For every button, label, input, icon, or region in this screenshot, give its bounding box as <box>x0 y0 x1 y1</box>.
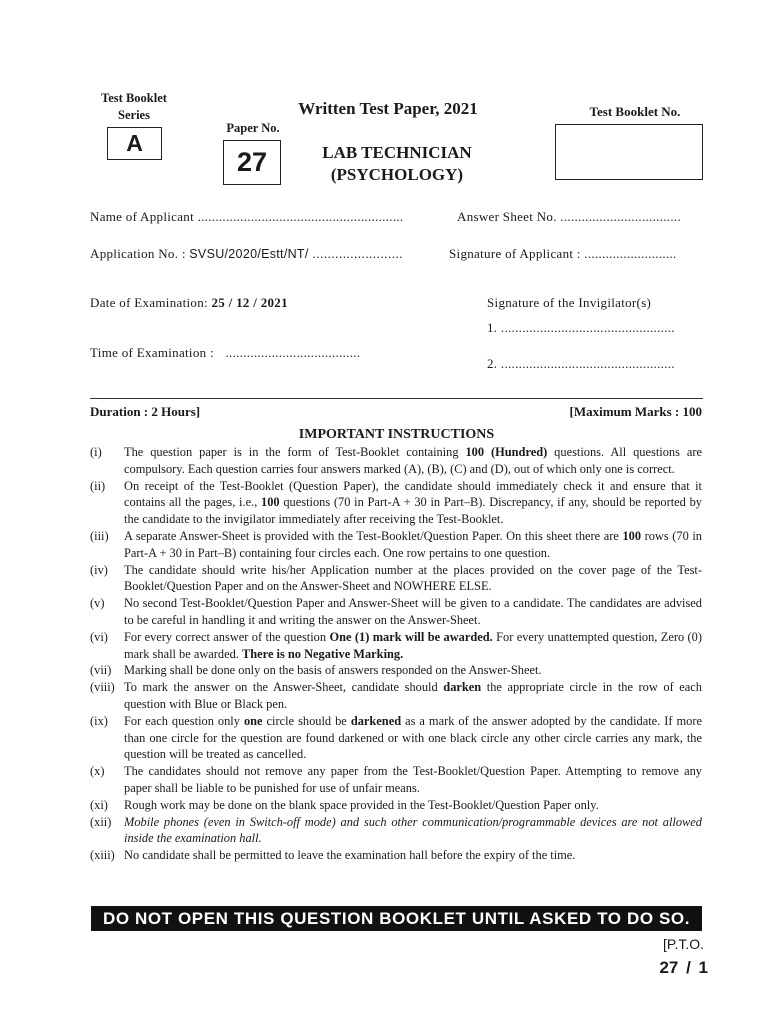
instruction-item <box>90 797 702 814</box>
section-divider <box>90 398 703 399</box>
application-no-value: SVSU/2020/Estt/NT/ ........................ <box>189 247 403 261</box>
booklet-no-box[interactable] <box>555 124 703 180</box>
instruction-emphasis: darkened <box>350 713 402 728</box>
duration: Duration : 2 Hours] <box>90 404 201 419</box>
instruction-segment: as a mark of the answer adopted by the candidate. If more than one circle for the question are found darkened or with one black circle any other circle carries any mark, the question will be treated as cancelled. <box>124 713 702 762</box>
instruction-segment: For every correct answer of the question <box>124 629 330 644</box>
signature-applicant-field: Signature of Applicant : .......................... <box>449 246 677 261</box>
instruction-item <box>90 662 702 679</box>
exam-time-label: Time of Examination : <box>90 345 214 360</box>
instruction-item <box>90 595 702 629</box>
instruction-emphasis: darken <box>443 680 482 695</box>
paper-title: Written Test Paper, 2021 <box>298 99 478 118</box>
invigilator-label: Signature of the Invigilator(s) <box>487 295 652 310</box>
instruction-emphasis: 100 <box>261 495 280 510</box>
instruction-segment: Mobile phones (even in Switch-off mode) and such other communication/programmable devices are not allowed inside the examination hall. <box>124 814 702 846</box>
instruction-number: (ii) <box>90 478 106 493</box>
applicant-name-field: Name of Applicant .......................................................... <box>90 209 404 224</box>
paper-no-label: Paper No. <box>226 121 280 135</box>
exam-time-field <box>90 345 360 361</box>
instruction-number: (i) <box>90 445 102 459</box>
instruction-number: (xiii) <box>90 848 115 863</box>
instruction-emphasis: 100 <box>622 528 642 543</box>
subject-title <box>292 142 502 186</box>
instruction-number: (v) <box>90 596 105 611</box>
instruction-item <box>90 763 702 797</box>
subject-line1: LAB TECHNICIAN <box>322 143 472 162</box>
instruction-item <box>90 528 702 562</box>
exam-date-label: Date of Examination: <box>90 295 208 310</box>
instruction-text <box>124 797 702 814</box>
instruction-number: (x) <box>90 764 105 779</box>
series-box <box>107 127 162 160</box>
instruction-number: (vii) <box>90 663 112 678</box>
instruction-segment: Marking shall be done only on the basis of answers responded on the Answer-Sheet. <box>124 663 542 678</box>
instruction-emphasis: One (1) mark will be awarded. <box>329 629 493 644</box>
instruction-number: (iv) <box>90 562 108 577</box>
answer-sheet-field: Answer Sheet No. .................................. <box>457 209 682 224</box>
instruction-text <box>124 478 702 528</box>
instruction-segment: A separate Answer-Sheet is provided with the Test-Booklet/Question Paper. On this sheet there are <box>124 528 623 543</box>
instruction-number: (iii) <box>90 528 109 543</box>
page-number: 27 / 1 <box>659 958 708 977</box>
invigilator-line-1: 1. ................................................. <box>487 320 675 335</box>
instruction-emphasis: 100 (Hundred) <box>465 445 548 459</box>
pto-label: [P.T.O. <box>663 936 704 952</box>
application-no-label: Application No. : <box>90 246 186 261</box>
series-label <box>88 90 180 124</box>
instruction-emphasis: There is no Negative Marking. <box>242 646 404 661</box>
instruction-text <box>124 444 702 478</box>
instructions-heading: IMPORTANT INSTRUCTIONS <box>298 427 495 442</box>
instruction-number: (xi) <box>90 797 108 812</box>
instruction-text <box>124 847 702 864</box>
instruction-text <box>124 763 702 797</box>
series-label-line2: Series <box>118 108 150 122</box>
instruction-item <box>90 713 702 763</box>
subject-line2: (PSYCHOLOGY) <box>330 165 464 184</box>
instruction-segment: The candidate should write his/her Application number at the places provided on the cover page of the Test-Booklet/Question Paper and on the Answer-Sheet and NOWHERE ELSE. <box>124 562 702 594</box>
instruction-item <box>90 444 702 478</box>
instruction-item <box>90 562 702 596</box>
instruction-segment: questions (70 in Part-A + 30 in Part–B). Discrepancy, if any, should be reported by the candidate to the invigilator immediately after receiving the Test-Booklet. <box>124 495 702 527</box>
instruction-text <box>124 662 702 679</box>
instruction-emphasis: one <box>243 713 263 728</box>
exam-time-dots: ...................................... <box>225 345 361 360</box>
warning-banner: DO NOT OPEN THIS QUESTION BOOKLET UNTIL ASKED TO DO SO. <box>91 906 702 931</box>
instruction-item <box>90 847 702 864</box>
booklet-no-label: Test Booklet No. <box>589 104 681 119</box>
instruction-number: (vi) <box>90 629 108 644</box>
instruction-segment: No second Test-Booklet/Question Paper and Answer-Sheet will be given to a candidate. The candidates are advised to be careful in handling it and writing the answer on the Answer-Sheet. <box>124 596 702 627</box>
instruction-segment: To mark the answer on the Answer-Sheet, candidate should <box>124 680 444 695</box>
instruction-item <box>90 629 702 663</box>
instruction-segment: The question paper is in the form of Test-Booklet containing <box>124 445 466 459</box>
instruction-text <box>124 595 702 629</box>
instruction-segment: circle should be <box>262 713 351 728</box>
exam-date-field <box>90 295 288 311</box>
instruction-segment: questions. All questions are compulsory. Each question carries four answers marked (A), (B), (C) and (D), out of which only one is correct. <box>124 445 702 476</box>
instruction-text <box>124 562 702 596</box>
instruction-text <box>124 713 702 763</box>
exam-date-value: 25 / 12 / 2021 <box>211 295 288 310</box>
instruction-text <box>124 629 702 663</box>
paper-no-value: 27 <box>236 147 268 177</box>
instruction-segment: Rough work may be done on the blank space provided in the Test-Booklet/Question Paper only. <box>124 797 599 812</box>
instruction-segment: For every unattempted question, Zero (0) mark shall be awarded. <box>124 629 703 661</box>
instruction-segment: the appropriate circle in the row of each question with Blue or Black pen. <box>124 680 703 711</box>
instruction-item <box>90 478 702 528</box>
max-marks: [Maximum Marks : 100 <box>569 404 702 419</box>
instructions-list <box>90 444 702 864</box>
instruction-segment: On receipt of the Test-Booklet (Question Paper), the candidate should immediately check it and ensure that it contains all the pages, i.e., <box>124 478 702 510</box>
series-label-line1: Test Booklet <box>101 91 167 105</box>
instruction-segment: No candidate shall be permitted to leave the examination hall before the expiry of the time. <box>124 848 576 863</box>
instruction-number: (ix) <box>90 713 108 728</box>
instruction-segment: The candidates should not remove any paper from the Test-Booklet/Question Paper. Attempting to remove any paper shall be liable to be punished for use of unfair means. <box>124 764 702 795</box>
instruction-item <box>90 814 702 848</box>
instruction-text <box>124 679 702 713</box>
instruction-text <box>124 814 702 848</box>
instruction-segment: For each question only <box>124 713 244 728</box>
instruction-segment: rows (70 in Part-A + 30 in Part–B) containing four circles each. One row pertains to one question. <box>124 528 702 560</box>
instruction-number: (viii) <box>90 680 115 695</box>
invigilator-line-2: 2. ................................................. <box>487 356 675 371</box>
application-no-field <box>90 246 403 262</box>
instruction-number: (xii) <box>90 814 112 829</box>
instruction-item <box>90 679 702 713</box>
series-value: A <box>126 130 143 156</box>
instruction-text <box>124 528 702 562</box>
paper-no-box <box>223 140 281 185</box>
